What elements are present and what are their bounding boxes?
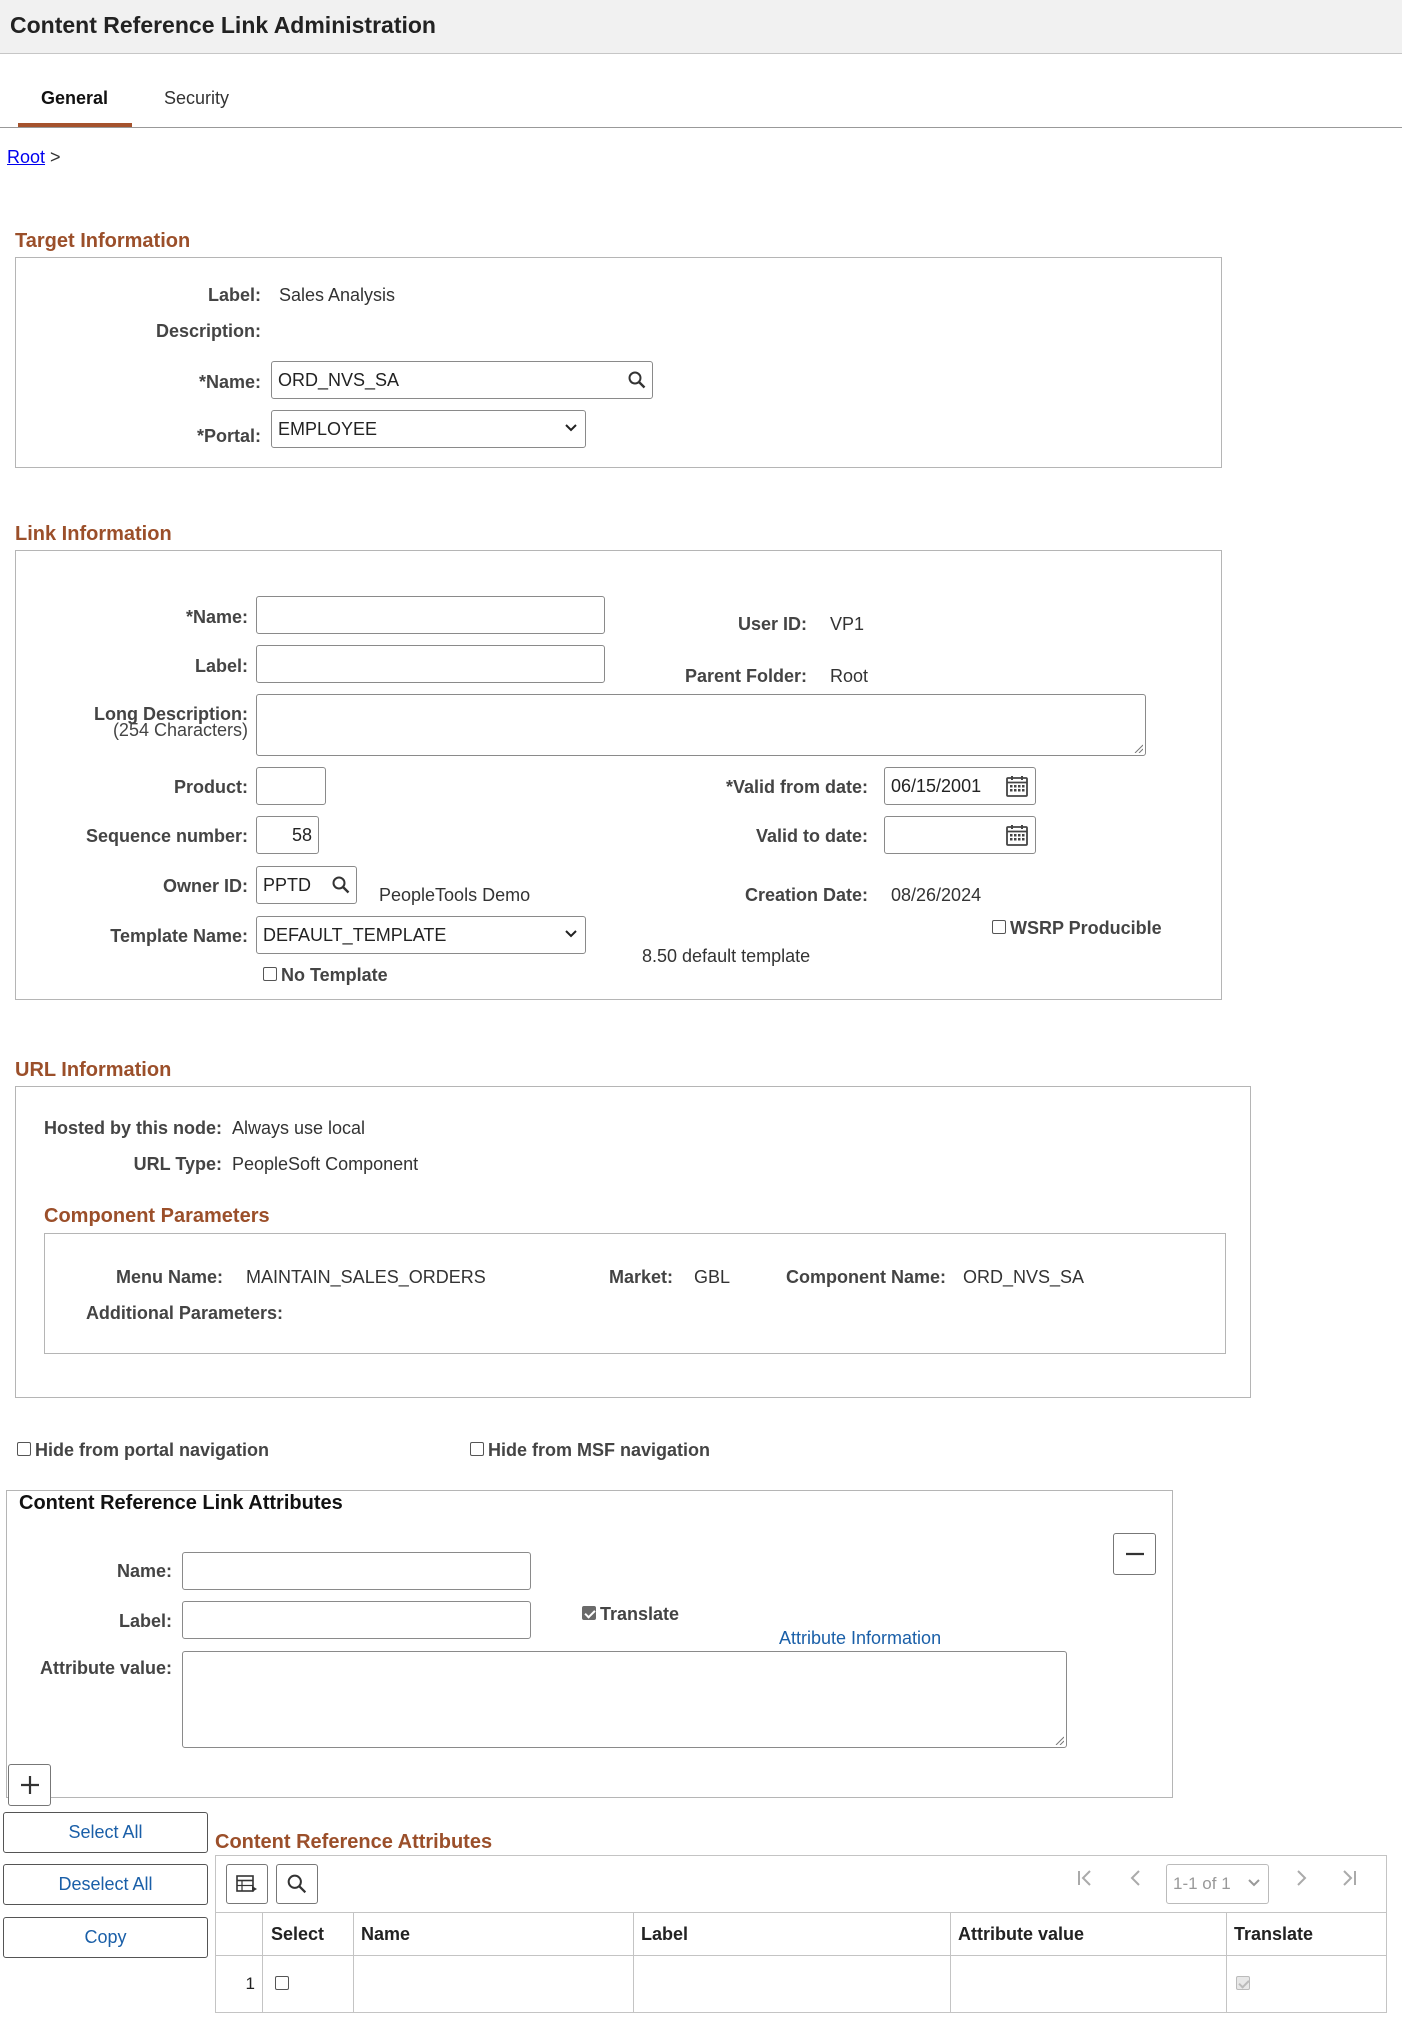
chevron-down-icon: [563, 419, 579, 440]
link-attributes-title: Content Reference Link Attributes: [19, 1492, 343, 1514]
grid-header-top-border: [216, 1912, 1386, 1913]
select-all-button[interactable]: Select All: [3, 1812, 208, 1853]
owner-id-field[interactable]: [256, 866, 357, 904]
portal-select-value: EMPLOYEE: [278, 418, 378, 439]
resize-handle-icon[interactable]: [1133, 743, 1143, 753]
wsrp-producible-checkbox[interactable]: [992, 920, 1006, 934]
valid-to-label: Valid to date:: [755, 826, 868, 846]
personalize-grid-button[interactable]: [226, 1864, 268, 1904]
valid-from-field[interactable]: [884, 767, 1036, 805]
market-value: GBL: [694, 1267, 731, 1287]
cr-attributes-title: Content Reference Attributes: [215, 1831, 493, 1853]
long-description-label: Long Description:: [94, 704, 248, 724]
column-header-translate[interactable]: Translate: [1234, 1924, 1314, 1944]
creation-date-value: 08/26/2024: [891, 885, 982, 905]
table-row: [216, 1956, 1386, 2012]
grid-settings-icon: [236, 1874, 258, 1894]
user-id-value: VP1: [830, 614, 865, 634]
page-title: Content Reference Link Administration: [10, 12, 436, 38]
template-description: 8.50 default template: [642, 946, 811, 966]
page-range-value: 1-1 of 1: [1173, 1874, 1231, 1893]
url-information-title: URL Information: [15, 1059, 172, 1081]
target-name-value: ORD_NVS_SA: [278, 369, 400, 390]
search-icon: [287, 1874, 307, 1894]
last-page-icon[interactable]: [1340, 1868, 1358, 1894]
valid-from-label: *Valid from date:: [725, 777, 868, 797]
attr-name-label: Name:: [116, 1561, 172, 1581]
valid-to-field[interactable]: [884, 816, 1036, 854]
search-icon[interactable]: [332, 876, 350, 894]
link-name-field[interactable]: [256, 596, 605, 634]
attr-label-field[interactable]: [182, 1601, 531, 1639]
component-parameters-box: [44, 1233, 1226, 1354]
long-description-field[interactable]: [256, 694, 1146, 756]
page-header: [0, 0, 1402, 54]
creation-date-label: Creation Date:: [744, 885, 868, 905]
no-template-label: No Template: [281, 965, 388, 985]
calendar-icon[interactable]: [1005, 775, 1029, 797]
translate-label: Translate: [600, 1604, 680, 1624]
row-select-checkbox[interactable]: [275, 1976, 289, 1990]
target-portal-label: *Portal:: [196, 426, 261, 446]
attr-name-field[interactable]: [182, 1552, 531, 1590]
target-name-label: *Name:: [198, 372, 261, 392]
breadcrumb-root-link[interactable]: Root: [7, 147, 46, 167]
valid-from-value: 06/15/2001: [891, 775, 982, 796]
additional-parameters-label: Additional Parameters:: [85, 1303, 283, 1323]
hide-msf-navigation-checkbox[interactable]: [470, 1442, 484, 1456]
tab-security[interactable]: Security: [164, 88, 230, 108]
hosted-by-node-value: Always use local: [232, 1118, 366, 1138]
chevron-down-icon: [563, 925, 579, 946]
template-name-value: DEFAULT_TEMPLATE: [263, 924, 447, 945]
hide-portal-navigation-checkbox[interactable]: [17, 1442, 31, 1456]
sequence-number-value: 58: [291, 824, 312, 845]
target-label-label: Label:: [207, 285, 261, 305]
component-name-value: ORD_NVS_SA: [963, 1267, 1085, 1287]
breadcrumb: [7, 147, 61, 168]
delete-row-button[interactable]: [1113, 1533, 1156, 1575]
target-information-box: [15, 257, 1222, 468]
column-header-attribute-value[interactable]: Attribute value: [958, 1924, 1085, 1944]
column-header-name[interactable]: Name: [361, 1924, 411, 1944]
link-attributes-box: [6, 1490, 1173, 1798]
first-page-icon[interactable]: [1076, 1868, 1094, 1894]
hide-msf-navigation-label: Hide from MSF navigation: [488, 1440, 711, 1460]
attribute-value-field[interactable]: [182, 1651, 1067, 1748]
product-field[interactable]: [256, 767, 326, 805]
minus-icon: [1124, 1543, 1146, 1565]
cr-attributes-grid: [215, 1855, 1387, 2013]
owner-id-label: Owner ID:: [162, 876, 248, 896]
row-number: 1: [245, 1974, 255, 1993]
url-information-box: [15, 1086, 1251, 1398]
copy-button[interactable]: Copy: [3, 1917, 208, 1958]
owner-id-value: PPTD: [263, 874, 312, 895]
long-description-hint: (254 Characters): [112, 720, 248, 740]
search-icon[interactable]: [628, 371, 646, 389]
component-parameters-title: Component Parameters: [44, 1205, 270, 1227]
link-information-title: Link Information: [15, 523, 172, 545]
wsrp-producible-label: WSRP Producible: [1010, 918, 1162, 938]
parent-folder-value: Root: [830, 666, 869, 686]
calendar-icon[interactable]: [1005, 824, 1029, 846]
product-label: Product:: [174, 777, 248, 797]
tabs-divider: [0, 127, 1402, 128]
market-label: Market:: [608, 1267, 673, 1287]
row-translate-checkbox: [1236, 1976, 1250, 1990]
resize-handle-icon[interactable]: [1054, 1735, 1064, 1745]
column-header-select[interactable]: Select: [271, 1924, 325, 1944]
column-header-label[interactable]: Label: [641, 1924, 689, 1944]
add-row-button[interactable]: [8, 1764, 51, 1806]
url-type-value: PeopleSoft Component: [232, 1154, 419, 1174]
attribute-information-link[interactable]: Attribute Information: [779, 1628, 942, 1648]
link-label-field[interactable]: [256, 645, 605, 683]
user-id-label: User ID:: [737, 614, 807, 634]
target-information-title: Target Information: [15, 230, 191, 252]
deselect-all-button[interactable]: Deselect All: [3, 1864, 208, 1905]
link-name-label: *Name:: [185, 607, 248, 627]
hide-portal-navigation-label: Hide from portal navigation: [35, 1440, 270, 1460]
attr-label-label: Label:: [118, 1611, 172, 1631]
menu-name-label: Menu Name:: [115, 1267, 223, 1287]
owner-id-description: PeopleTools Demo: [379, 885, 531, 905]
previous-page-icon[interactable]: [1129, 1868, 1143, 1894]
target-label-value: Sales Analysis: [279, 285, 396, 305]
menu-name-value: MAINTAIN_SALES_ORDERS: [246, 1267, 486, 1287]
target-name-field[interactable]: [271, 361, 653, 399]
hosted-by-node-label: Hosted by this node:: [43, 1118, 222, 1138]
template-name-label: Template Name:: [110, 926, 248, 946]
target-description-label: Description:: [155, 321, 261, 341]
component-name-label: Component Name:: [785, 1267, 946, 1287]
parent-folder-label: Parent Folder:: [684, 666, 807, 686]
translate-checkbox[interactable]: [582, 1606, 596, 1620]
template-name-select[interactable]: [256, 916, 586, 954]
page-range-select[interactable]: [1166, 1864, 1269, 1904]
link-label-label: Label:: [194, 656, 248, 676]
breadcrumb-separator: >: [50, 147, 61, 167]
link-information-box: [15, 550, 1222, 1000]
next-page-icon[interactable]: [1294, 1868, 1308, 1894]
find-in-grid-button[interactable]: [276, 1864, 318, 1904]
chevron-down-icon: [1246, 1874, 1262, 1895]
portal-select[interactable]: [271, 410, 586, 448]
tab-general[interactable]: General: [41, 88, 109, 108]
attribute-value-label: Attribute value:: [39, 1658, 172, 1678]
no-template-checkbox[interactable]: [263, 967, 277, 981]
sequence-number-label: Sequence number:: [85, 826, 248, 846]
plus-icon: [19, 1774, 41, 1796]
sequence-number-field[interactable]: [256, 816, 319, 854]
url-type-label: URL Type:: [133, 1154, 222, 1174]
